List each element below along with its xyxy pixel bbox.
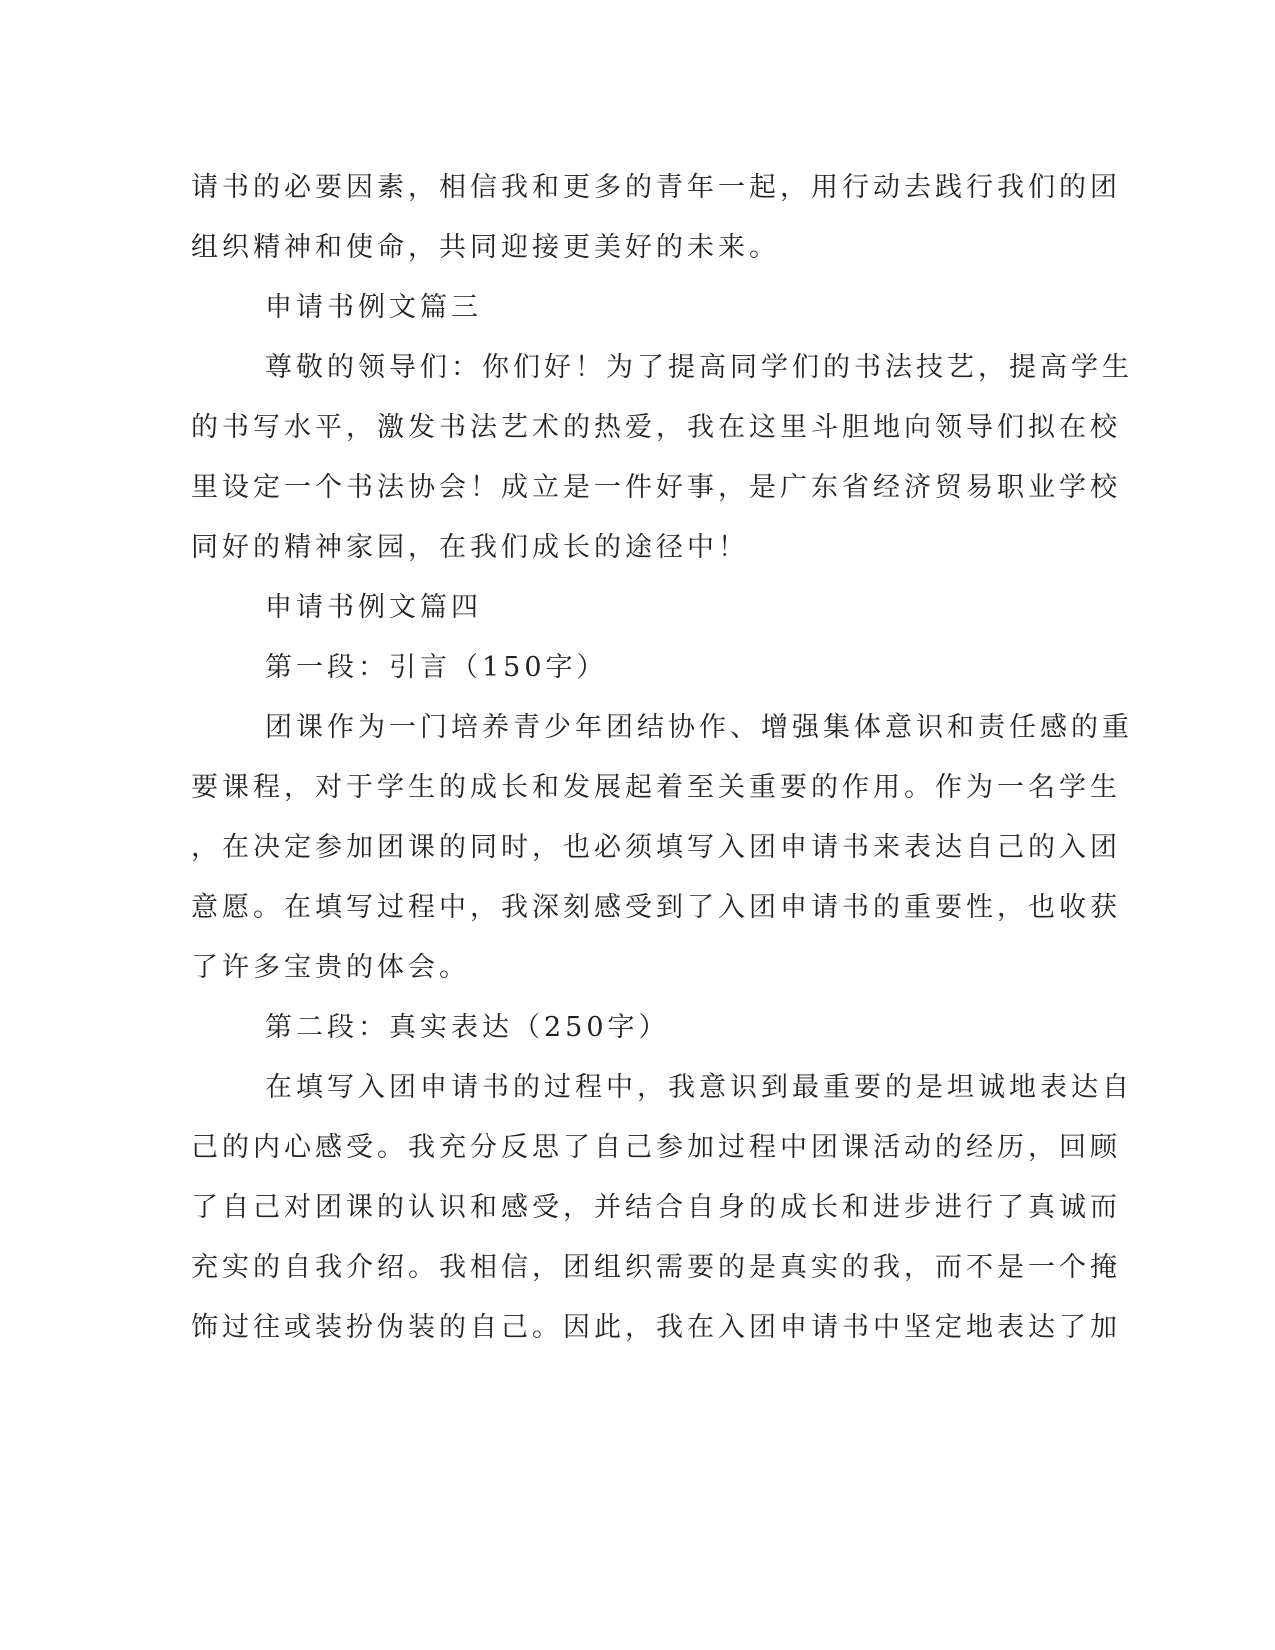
text-line: 同好的精神家园，在我们成长的途径中！ bbox=[191, 532, 749, 563]
paragraph-sincere-expression bbox=[191, 1058, 1133, 1358]
text-line: 己的内心感受。我充分反思了自己参加过程中团课活动的经历，回顾 bbox=[191, 1132, 1121, 1163]
text-line: 的书写水平，激发书法艺术的热爱，我在这里斗胆地向领导们拟在校 bbox=[191, 412, 1121, 443]
section-heading-example-4 bbox=[191, 578, 1081, 638]
text-line: 请书的必要因素，相信我和更多的青年一起，用行动去践行我们的团 bbox=[191, 172, 1121, 203]
text-line: 了自己对团课的认识和感受，并结合自身的成长和进步进行了真诚而 bbox=[191, 1192, 1121, 1223]
text-line: 里设定一个书法协会！成立是一件好事，是广东省经济贸易职业学校 bbox=[191, 472, 1121, 503]
section-heading-example-3 bbox=[191, 278, 1081, 338]
heading-text: 申请书例文篇四 bbox=[265, 592, 482, 623]
heading-text: 第二段：真实表达（250字） bbox=[265, 1012, 670, 1043]
text-line: 了许多宝贵的体会。 bbox=[191, 952, 470, 983]
subheading-part-1 bbox=[191, 638, 1081, 698]
subheading-part-2 bbox=[191, 998, 1081, 1058]
text-line: 组织精神和使命，共同迎接更美好的未来。 bbox=[191, 232, 780, 263]
paragraph-calligraphy-association bbox=[191, 338, 1133, 578]
heading-text: 申请书例文篇三 bbox=[265, 292, 482, 323]
paragraph-continuation bbox=[191, 158, 1121, 278]
heading-text: 第一段：引言（150字） bbox=[265, 652, 608, 683]
text-line: 饰过往或装扮伪装的自己。因此，我在入团申请书中坚定地表达了加 bbox=[191, 1312, 1121, 1343]
text-line: 团课作为一门培养青少年团结协作、增强集体意识和责任感的重 bbox=[265, 712, 1133, 743]
text-line: ，在决定参加团课的同时，也必须填写入团申请书来表达自己的入团 bbox=[191, 832, 1121, 863]
text-line: 充实的自我介绍。我相信，团组织需要的是真实的我，而不是一个掩 bbox=[191, 1252, 1121, 1283]
paragraph-introduction bbox=[191, 698, 1133, 998]
text-line: 要课程，对于学生的成长和发展起着至关重要的作用。作为一名学生 bbox=[191, 772, 1121, 803]
text-line: 在填写入团申请书的过程中，我意识到最重要的是坦诚地表达自 bbox=[265, 1072, 1133, 1103]
document-body bbox=[191, 158, 1133, 1358]
text-line: 尊敬的领导们：你们好！为了提高同学们的书法技艺，提高学生 bbox=[265, 352, 1133, 383]
text-line: 意愿。在填写过程中，我深刻感受到了入团申请书的重要性，也收获 bbox=[191, 892, 1121, 923]
